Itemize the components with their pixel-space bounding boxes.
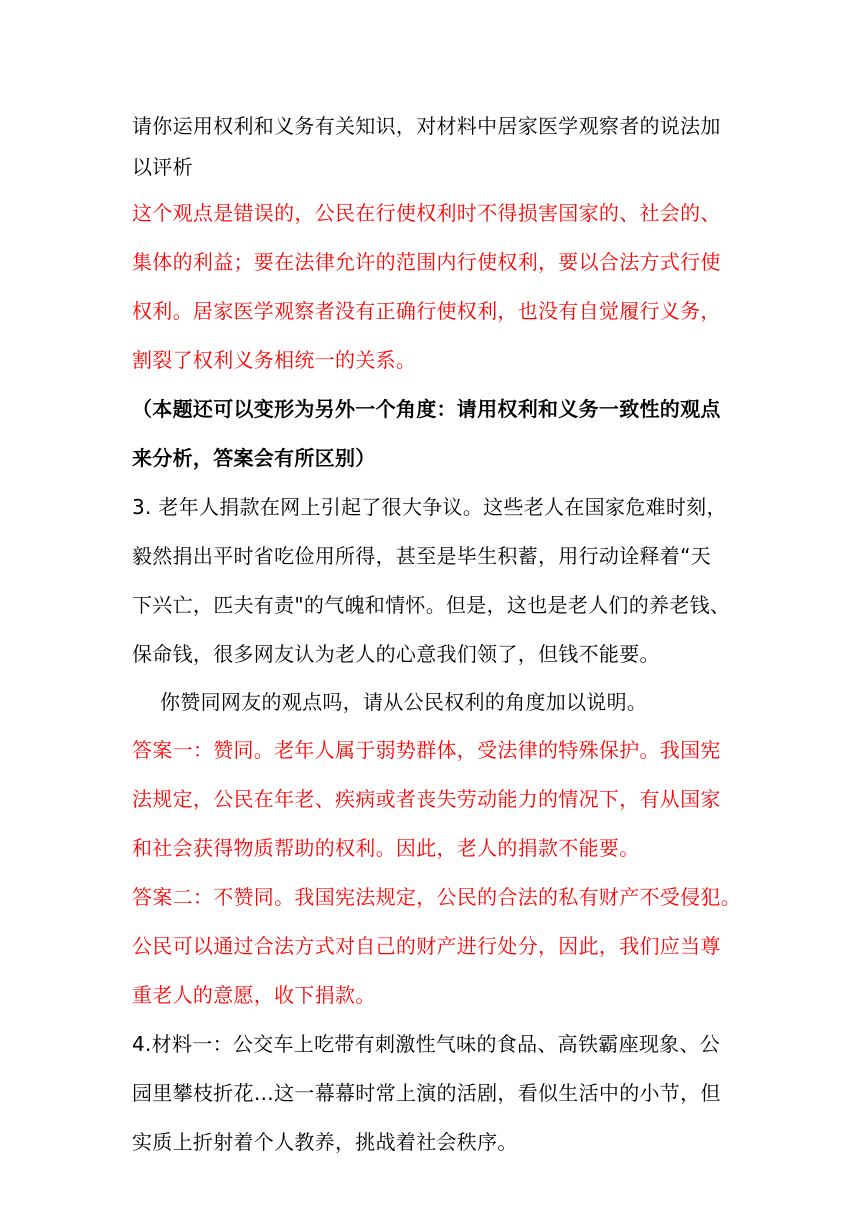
question-line: 4.材料一：公交车上吃带有刺激性气味的食品、高铁霸座现象、公 [132,1032,721,1056]
answer-line: 答案一：赞同。老年人属于弱势群体，受法律的特殊保护。我国宪 [132,738,721,762]
note-line: （本题还可以变形为另外一个角度：请用权利和义务一致性的观点 [132,397,721,421]
question-line: 下兴亡，匹夫有责"的气魄和情怀。但是，这也是老人们的养老钱、 [132,593,731,617]
question-line: 以评析 [132,155,193,179]
question-line: 毅然捐出平时省吃俭用所得，甚至是毕生积蓄，用行动诠释着“天 [132,544,712,568]
question-line: 保命钱，很多网友认为老人的心意我们领了，但钱不能要。 [132,642,660,666]
answer-line: 割裂了权利义务相统一的关系。 [132,348,417,372]
answer-line: 集体的利益；要在法律允许的范围内行使权利，要以合法方式行使 [132,250,721,274]
question-prompt: 你赞同网友的观点吗，请从公民权利的角度加以说明。 [160,690,648,714]
question-line: 请你运用权利和义务有关知识，对材料中居家医学观察者的说法加 [132,114,721,138]
note-line: 来分析，答案会有所区别） [132,446,376,470]
answer-line: 答案二：不赞同。我国宪法规定，公民的合法的私有财产不受侵犯。 [132,885,741,909]
answer-line: 权利。居家医学观察者没有正确行使权利，也没有自觉履行义务， [132,299,721,323]
question-line: 实质上折射着个人教养，挑战着社会秩序。 [132,1130,518,1154]
answer-line: 和社会获得物质帮助的权利。因此，老人的捐款不能要。 [132,836,640,860]
question-line: 园里攀枝折花…这一幕幕时常上演的活剧，看似生活中的小节，但 [132,1081,721,1105]
answer-line: 法规定，公民在年老、疾病或者丧失劳动能力的情况下，有从国家 [132,787,721,811]
document-body [132,108,741,1167]
question-line: 3. 老年人捐款在网上引起了很大争议。这些老人在国家危难时刻， [132,495,727,519]
answer-line: 这个观点是错误的，公民在行使权利时不得损害国家的、社会的、 [132,201,721,225]
answer-line: 公民可以通过合法方式对自己的财产进行处分，因此，我们应当尊 [132,934,721,958]
answer-line: 重老人的意愿，收下捐款。 [132,983,376,1007]
